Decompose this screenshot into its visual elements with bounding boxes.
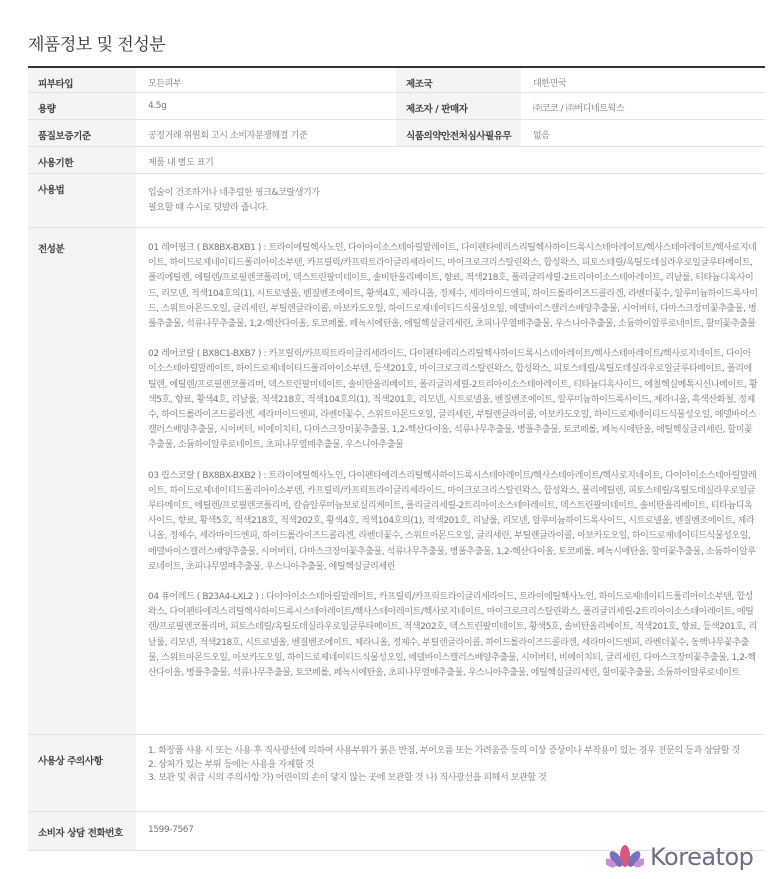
koreatop-logo bbox=[606, 843, 753, 871]
ingredient-block: 04 퓨어레드 ( B23A4-LXL2 ) : 다이아이소스테아릴말레이트, 카프릴릭/카프릭트라이글리세라이드, 트라이에틸헥사노인, 하이드로제네이티드폴리아이소부텐, 합성왁스, 다이펜타에리스리틸헥사하이드록시스테아레이트/헥사스테아레이트/헥사로지네이트, 마이크로크리스탈린왁스, 폴리글리세릴-2트리아이소스테아레이트, 에틸렌/프로필렌코폴리머, 피토스테릴/옥틸도데실라우로일글루타메이트, 적색202호, 덱스트린팔미테이트, 황색5호, 솔비탄올리베이트, 적색201호, 향료, 등색201호, 리날룰, 리모넨, 적색218호, 시트로넬올, 벤질벤조에이트, 제라니올, 정제수, 부틸렌글라이콜, 하이드롤라이즈드콜라겐, 세라마이드엔피, 라벤더꽃수, 동백나무꽃추출물, 스위트아몬드오일, 아보카도오일, 하이드로제네이티드식물성오일, 에델바이스캘러스배양추출물, 시어버터, 비에이치티, 글리세린, 다마스크장미꽃추출물, 1,2-헥산다이올, 병풀추출물, 석류나무추출물, 토코페롤, 페녹시에탄올, 초피나무열매추출물, 우스니아추출물, 에틸헥실글리세린, 할미꽃추출물, 소듐하이알루로네이트 bbox=[148, 592, 757, 679]
quality-label: 품질보증기준 bbox=[28, 120, 136, 146]
usage-line: 입술이 건조하거나 네추럴한 핑크&코랄생기가 bbox=[148, 188, 320, 198]
ingredient-block: 02 레어코랄 ( BX8C1-BXB7 ) : 카프릴릭/카프릭트라이글리세라이드, 다이펜타에리스리틸헥사하이드록시스테아레이트/헥사스테아레이트/헥사로지네이트, 다이아이소스테아릴말레이트, 하이드로제네이티드폴리아이소부텐, 등색201호, 마이크로크리스탈린왁스, 합성왁스, 피토스테릴/옥틸도데실라우로일글루타메이트, 폴리에틸렌, 에틸렌/프로필렌코폴리머, 덱스트린팔미테이트, 솔비탄올리베이트, 폴리글리세릴-2트리아이소스테아레이트, 티타늄디옥사이드, 에칠헥실메톡시신나메이트, 황색5호, 향료, 황색4호, 리날룰, 적색218호, 적색104호의(1), 적색201호, 리모넨, 시트로넬올, 벤질벤조에이트, 알루미늄하이드록사이드, 제라니올, 흑색산화철, 정제수, 하이드롤라이즈드콜라겐, 세라마이드엔피, 라벤더꽃수, 스위트아몬드오일, 글리세린, 부틸렌글라이콜, 아보카도오일, 하이드로제네이티드식물성오일, 에델바이스캘러스배양추출물, 시어버터, 비에이치티, 다마스크장미꽃추출물, 1,2-헥산다이올, 석류나무추출물, 병풀추출물, 토코페롤, 페녹시에탄올, 에틸헥실글리세린, 할미꽃추출물, 소듐하이알루로네이트, 초피나무열매추출물, 우스니아추출물 bbox=[148, 349, 758, 451]
phone-value: 1599-7567 bbox=[148, 825, 194, 835]
origin-label: 제조국 bbox=[396, 68, 521, 92]
table-row bbox=[28, 147, 765, 174]
maker-label: 제조자 / 판매자 bbox=[396, 93, 521, 119]
skin-type-label: 피부타입 bbox=[28, 68, 136, 92]
caution-value bbox=[136, 735, 765, 811]
table-row bbox=[28, 228, 765, 735]
usage-label: 사용법 bbox=[28, 174, 136, 227]
ingredients-value bbox=[136, 228, 765, 734]
caution-item: 2. 상처가 있는 부위 등에는 사용을 자제할 것 bbox=[148, 759, 315, 770]
product-info-table bbox=[28, 66, 765, 851]
quality-value: 공정거래 위원회 고시 소비자분쟁해결 기준 bbox=[148, 131, 308, 141]
table-row bbox=[28, 68, 765, 93]
usage-value bbox=[136, 174, 765, 227]
skin-type-value: 모든피부 bbox=[148, 79, 182, 89]
lotus-icon bbox=[606, 844, 644, 870]
phone-label: 소비자 상담 전화번호 bbox=[28, 812, 136, 850]
expiry-label: 사용기한 bbox=[28, 147, 136, 173]
page-title: 제품정보 및 전성분 bbox=[28, 35, 166, 55]
mfds-value: 없음 bbox=[533, 131, 550, 141]
ingredient-block: 03 립스코랄 ( BX8BX-BXB2 ) : 트라이에틸헥사노인, 다이펜타에리스리틸헥사하이드록시스테아레이트/헥사스테아레이트/헥사로지네이트, 다이아이소스테아릴말레이트, 하이드로제네이티드폴리아이소부텐, 카프릴릭/카프릭트라이글리세라이드, 마이크로크리스탈린왁스, 합성왁스, 폴리에틸렌, 피토스테릴/옥틸도데실라우로일글루타메이트, 에틸렌/프로필렌코폴리머, 칼슘알루미늄보로실리케이트, 폴리글리세릴-2트리아이소스테아레이트, 덱스트린팔미테이트, 솔비탄올리베이트, 티타늄디옥사이드, 향료, 황색5호, 적색218호, 적색202호, 황색4호, 적색104호의(1), 적색201호, 리날룰, 리모넨, 알루미늄하이드록사이드, 시트로넬올, 벤질벤조에이트, 제라니올, 정제수, 세라마이드엔피, 하이드롤라이즈드콜라겐, 라벤더꽃수, 스위트아몬드오일, 글리세린, 부틸렌글라이콜, 아보카도오일, 하이드로제네이티드식물성오일, 에델바이스캘러스배양추출물, 시어버터, 다마스크장미꽃추출물, 석류나무추출물, 병풀추출물, 1,2-헥산다이올, 토코페롤, 페녹시에탄올, 할미꽃추출물, 소듐하이알루로네이트, 초피나무열매추출물, 우스니아추출물, 에틸헥실글리세린 bbox=[148, 470, 757, 572]
expiry-value: 제품 내 별도 표기 bbox=[148, 158, 214, 168]
capacity-label: 용량 bbox=[28, 93, 136, 119]
table-row bbox=[28, 735, 765, 812]
maker-value: ㈜코코 / ㈜버디네트웍스 bbox=[533, 104, 625, 114]
ingredient-block: 01 레어핑크 ( BX8BX-BXB1 ) : 트라이에틸헥사노인, 다이아이소스테아릴말레이트, 다이펜타에리스리틸헥사하이드록시스테아레이트/헥사스테아레이트/헥사로지네이트, 하이드로제네이티드폴리아이소부텐, 카프릴릭/카프릭트라이글리세라이드, 마이크로크리스탈린왁스, 합성왁스, 피토스테릴/옥틸도데실라우로일글루타메이트, 폴리에틸렌, 에틸렌/프로필렌코폴리머, 덱스트린팔미테이트, 솔비탄올리베이트, 향료, 적색218호, 폴리글리세릴-2트리아이소스테아레이트, 리날룰, 티타늄디옥사이드, 리모넨, 적색104호의(1), 시트로넬올, 벤질벤조에이트, 황색4호, 제라니올, 정제수, 세라마이드엔피, 하이드롤라이즈드콜라겐, 라벤더꽃수, 알루미늄하이드록사이드, 스위트아몬드오일, 글리세린, 부틸렌글라이콜, 아보카도오일, 하이드로제네이티드식물성오일, 에델바이스캘러스배양추출물, 시어버터, 다마스크장미꽃추출물, 병풀추출물, 석류나무추출물, 1,2-헥산다이올, 토코페롤, 페녹시에탄올, 에틸헥실글리세린, 초피나무열매추출물, 우스니아추출물, 소듐하이알루로네이트, 할미꽃추출물 bbox=[148, 243, 758, 330]
capacity-value: 4.5g bbox=[148, 101, 167, 111]
usage-line: 필요할 때 수시로 덧발라 줍니다. bbox=[148, 203, 269, 214]
logo-text: Koreatop bbox=[650, 843, 754, 871]
table-row bbox=[28, 93, 765, 120]
table-row bbox=[28, 174, 765, 228]
caution-label: 사용상 주의사항 bbox=[28, 735, 136, 811]
origin-value: 대한민국 bbox=[533, 79, 567, 89]
caution-item: 1. 화장품 사용 시 또는 사용 후 직사광선에 의하여 사용부위가 붉은 반점, 부어오름 또는 가려움증 등의 이상 증상이나 부작용이 있는 경우 전문의 등과 상담할 것 bbox=[148, 746, 740, 756]
table-row bbox=[28, 120, 765, 147]
caution-item: 3. 보관 및 취급 시의 주의사항 가) 어린이의 손이 닿지 않는 곳에 보관할 것 나) 직사광선을 피해서 보관할 것 bbox=[148, 773, 547, 783]
ingredients-label: 전성분 bbox=[28, 228, 136, 734]
mfds-label: 식품의약안전처심사필유무 bbox=[396, 120, 521, 146]
